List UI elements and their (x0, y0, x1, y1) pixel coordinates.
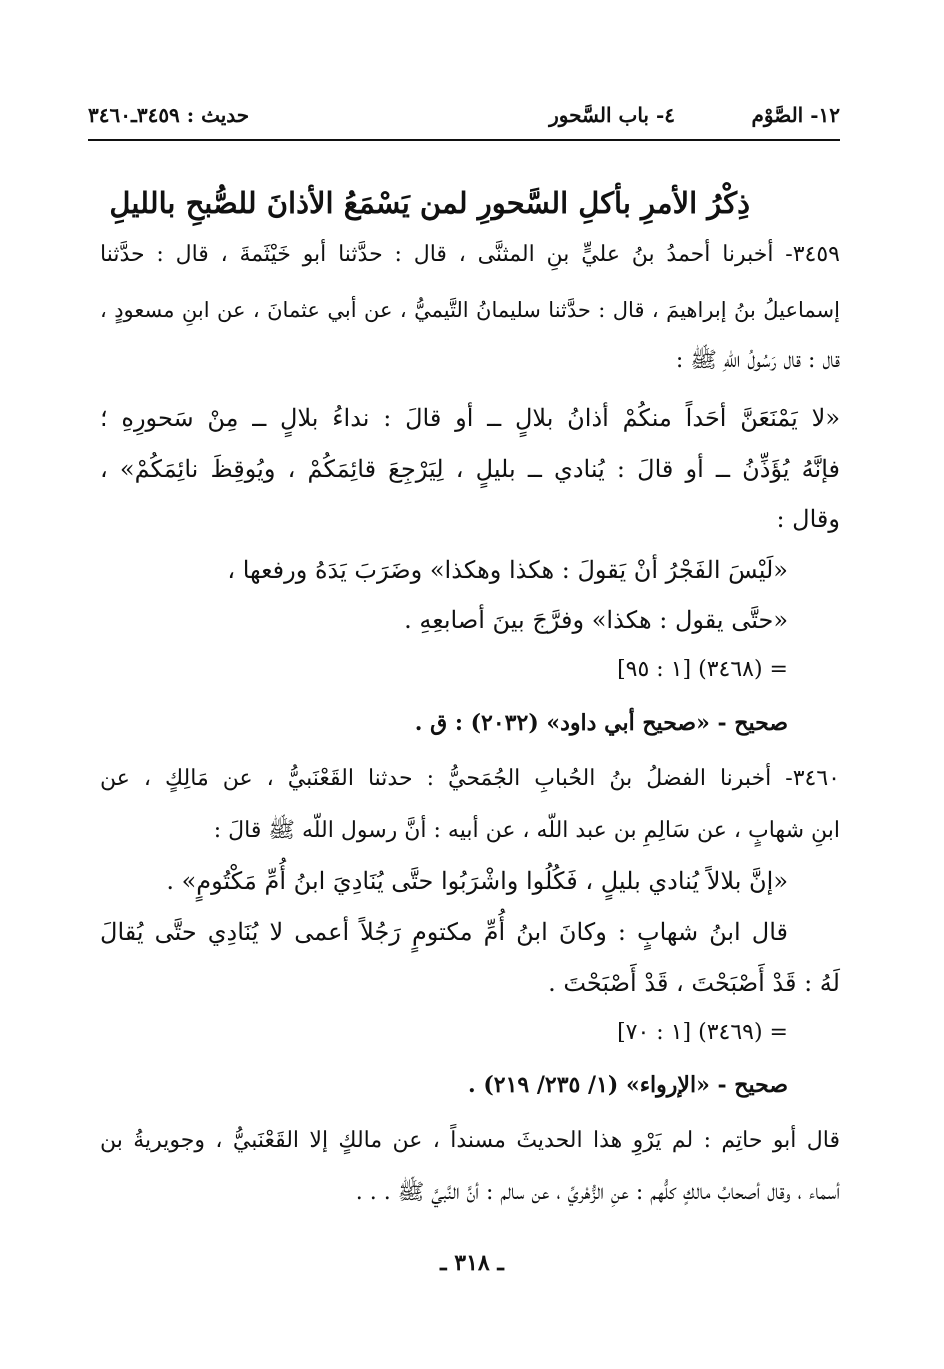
hadith-3459-matn-line-5: «حتَّى يقول : هكذا» وفرَّجَ بينَ أصابعِهِ . (404, 606, 788, 634)
hadith-3459-isnad-line-3: قال : قال رَسُولُ اللّهِ ﷺ : (675, 348, 840, 373)
hadith-3460-matn-line-1: «إنَّ بلالاً يُنادي بليلٍ ، فَكُلُوا واشْرَبُوا حتَّى يُنَادِيَ ابنُ أُمِّ مَكْتُومٍ» . (166, 867, 788, 895)
note-line-1: قال أبو حاتِم : لم يَرْوِ هذا الحديثَ مسنداً ، عن مالكٍ إلا القَعْنَبيُّ ، وجويريةُ بن (100, 1128, 840, 1153)
hadith-3459-matn-line-1: «لا يَمْنَعَنَّ أحَداً منكُمْ أذانُ بلالٍ ــ أو قالَ : نداءُ بلالٍ ــ مِنْ سَحورِهِ ؛ (100, 404, 841, 432)
header-hadith-range: حديث : ٣٤٥٩ـ٣٤٦٠ (88, 103, 250, 127)
hadith-3460-reference: = (٣٤٦٩) [١ : ٧٠] (617, 1020, 788, 1045)
hadith-3460-grade: صحيح - «الإرواء» (١/ ٢٣٥/ ٢١٩) . (468, 1072, 788, 1098)
note-line-2: أسماء ، وقال أصحابُ مالكٍ كلُّهم : عنِ الزُّهْريِّ ، عن سالم : أنَّ النَّبيَّ ﷺ . . . (355, 1180, 840, 1205)
hadith-3459-grade: صحيح - «صحيح أبي داود» (٢٠٣٢) : ق . (414, 710, 788, 736)
hadith-3459-isnad-line-1: ٣٤٥٩- أخبرنا أحمدُ بنُ عليٍّ بنِ المثنَّى ، قال : حدَّثنا أبو خَيْثَمةَ ، قال : حدَّثنا (100, 242, 840, 267)
hadith-3459-matn-line-4: «لَيْسَ الفَجْرُ أنْ يَقولَ : هكذا وهكذا» وضَرَبَ يَدَهُ ورفعها ، (227, 556, 788, 584)
hadith-3460-matn-line-2: قال ابنُ شهابٍ : وكانَ ابنُ أُمِّ مكتومٍ رَجُلاً أعمى لا يُنَادِي حتَّى يُقالَ (100, 918, 788, 946)
chapter-title: ذِكْرُ الأمرِ بأكلِ السَّحورِ لمن يَسْمَعُ الأذانَ للصُّبحِ بالليلِ (109, 186, 750, 220)
hadith-3459-reference: = (٣٤٦٨) [١ : ٩٥] (617, 657, 788, 682)
running-header (88, 103, 840, 137)
hadith-3459-isnad-line-2: إسماعيلُ بنُ إبراهيمَ ، قال : حدَّثنا سليمانُ التَّيميُّ ، عن أبي عثمانَ ، عن ابنِ مسعودٍ ، (100, 298, 840, 322)
hadith-3460-isnad-line-2: ابنِ شهابٍ ، عن سَالِمِ بن عبد اللّه ، عن أبيه : أنَّ رسول اللّه ﷺ قالَ : (213, 818, 840, 843)
hadith-3459-matn-line-3: وقال : (776, 505, 840, 533)
header-chapter: ١٢- الصَّوْم (751, 103, 840, 127)
hadith-3460-isnad-line-1: ٣٤٦٠- أخبرنا الفضلُ بنُ الحُبابِ الجُمَحيُّ : حدثنا القَعْنَبيُّ ، عن مَالِكٍ ، عن (100, 766, 840, 791)
header-section: ٤- باب السَّحور (549, 103, 675, 127)
hadith-3459-matn-line-2: فإنَّهُ يُؤَذِّنُ ــ أو قالَ : يُنادي ــ بليلٍ ، لِيَرْجِعَ قائِمَكُمْ ، ويُوقِظَ نائِمَكُمْ» ، (100, 455, 840, 483)
hadith-3460-matn-line-3: لَهُ : قَدْ أَصْبَحْتَ ، قَدْ أَصْبَحْتَ . (548, 969, 840, 997)
header-divider (88, 139, 840, 141)
page-number: ـ ٣١٨ ـ (440, 1250, 504, 1276)
